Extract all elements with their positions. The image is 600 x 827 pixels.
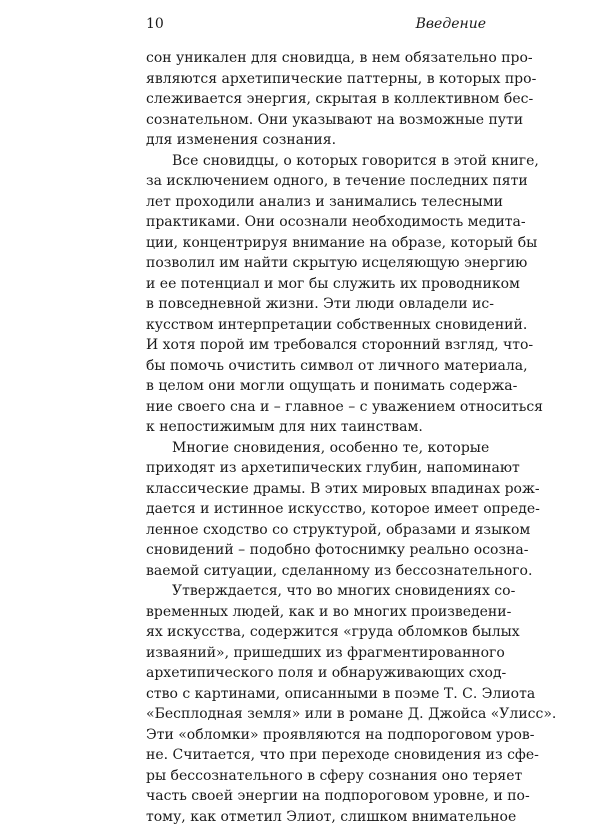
text-line: Утверждается, что во многих сновидениях со- bbox=[146, 581, 486, 602]
text-line: ции, концентрируя внимание на образе, который бы bbox=[146, 233, 486, 254]
text-line: слеживается энергия, скрытая в коллективном бес- bbox=[146, 89, 486, 110]
chapter-title: Введение bbox=[416, 12, 486, 36]
text-line: временных людей, как и во многих произведени- bbox=[146, 602, 486, 623]
text-line: лет проходили анализ и занимались телесными bbox=[146, 192, 486, 213]
paragraph-2 bbox=[146, 151, 486, 438]
text-line: ство с картинами, описанными в поэме Т. С. Элиота bbox=[146, 684, 486, 705]
text-line: изваяний», пришедших из фрагментированного bbox=[146, 643, 486, 664]
text-line: ры бессознательного в сферу сознания оно теряет bbox=[146, 766, 486, 787]
text-line: и ее потенциал и мог бы служить их проводником bbox=[146, 274, 486, 295]
text-line: для изменения сознания. bbox=[146, 130, 486, 151]
text-line: к непостижимым для них таинствам. bbox=[146, 417, 486, 438]
text-line: ние своего сна и – главное – с уважением относиться bbox=[146, 397, 486, 418]
paragraph-4 bbox=[146, 581, 486, 827]
body-text bbox=[146, 48, 486, 827]
text-line: Эти «обломки» проявляются на подпороговом уров- bbox=[146, 725, 486, 746]
text-line: Многие сновидения, особенно те, которые bbox=[146, 438, 486, 459]
paragraph-1 bbox=[146, 48, 486, 151]
text-line: ях искусства, содержится «груда обломков былых bbox=[146, 622, 486, 643]
text-line: сознательном. Они указывают на возможные пути bbox=[146, 110, 486, 131]
text-line: архетипического поля и обнаруживающих сход- bbox=[146, 663, 486, 684]
text-line: практиками. Они осознали необходимость медита- bbox=[146, 212, 486, 233]
text-line: Все сновидцы, о которых говорится в этой книге, bbox=[146, 151, 486, 172]
text-line: приходят из архетипических глубин, напоминают bbox=[146, 458, 486, 479]
text-line: за исключением одного, в течение последних пяти bbox=[146, 171, 486, 192]
text-line: дается и истинное искусство, которое имеет опреде- bbox=[146, 499, 486, 520]
text-line: позволил им найти скрытую исцеляющую энергию bbox=[146, 253, 486, 274]
text-line: сновидений – подобно фотоснимку реально осозна- bbox=[146, 540, 486, 561]
text-line: в повседневной жизни. Эти люди овладели ис- bbox=[146, 294, 486, 315]
text-line: не. Считается, что при переходе сновидения из сфе- bbox=[146, 745, 486, 766]
text-line: в целом они могли ощущать и понимать содержа- bbox=[146, 376, 486, 397]
paragraph-3 bbox=[146, 438, 486, 582]
text-line: ленное сходство со структурой, образами и языком bbox=[146, 520, 486, 541]
text-line: являются архетипические паттерны, в которых про- bbox=[146, 69, 486, 90]
text-line: «Бесплодная земля» или в романе Д. Джойса «Улисс». bbox=[146, 704, 486, 725]
text-line: тому, как отметил Элиот, слишком внимательное bbox=[146, 807, 486, 827]
text-line: часть своей энергии на подпороговом уровне, и по- bbox=[146, 786, 486, 807]
text-line: кусством интерпретации собственных сновидений. bbox=[146, 315, 486, 336]
page-number: 10 bbox=[146, 12, 164, 36]
running-head bbox=[146, 12, 486, 36]
text-line: сон уникален для сновидца, в нем обязательно про- bbox=[146, 48, 486, 69]
text-line: бы помочь очистить символ от личного материала, bbox=[146, 356, 486, 377]
text-line: классические драмы. В этих мировых впадинах рож- bbox=[146, 479, 486, 500]
text-line: И хотя порой им требовался сторонний взгляд, что- bbox=[146, 335, 486, 356]
text-line: ваемой ситуации, сделанному из бессознательного. bbox=[146, 561, 486, 582]
